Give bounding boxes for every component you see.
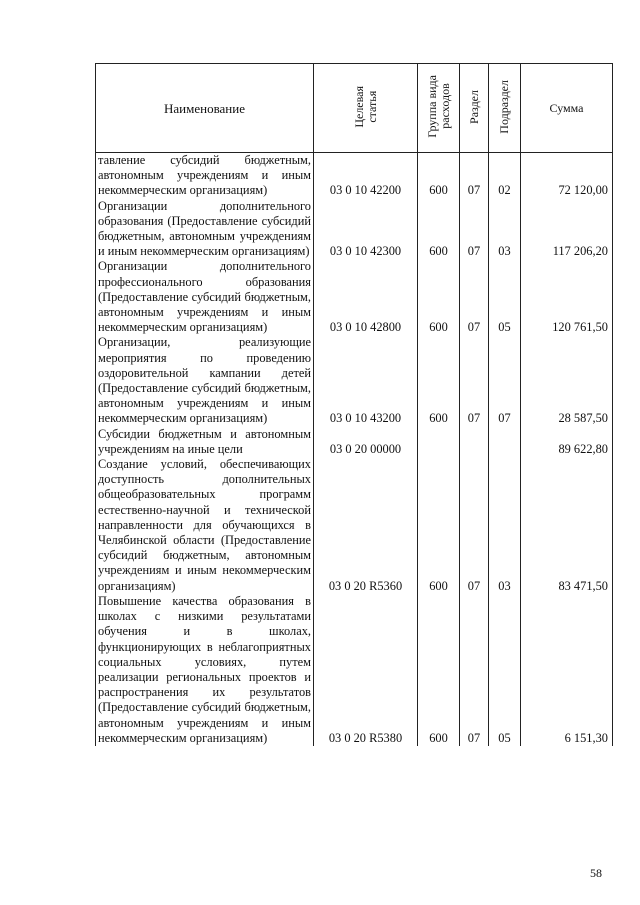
header-name xyxy=(96,64,314,153)
row-amount: 117 206,20 xyxy=(521,199,613,260)
header-section xyxy=(460,64,489,153)
header-expense-group xyxy=(418,64,460,153)
header-name-label: Наименование xyxy=(164,100,245,116)
row-name: Организации, реализующие мероприятия по проведению оздоровительной кампании детей (Предоставление субсидий бюджетным, автономным учреждениям и иным некоммерческим организациям) xyxy=(96,335,314,426)
row-expense-group: 600 xyxy=(418,199,460,260)
row-expense-group: 600 xyxy=(418,335,460,426)
row-target-article: 03 0 20 00000 xyxy=(314,427,418,457)
budget-table-container xyxy=(95,63,612,746)
row-section: 07 xyxy=(460,153,489,199)
row-amount: 72 120,00 xyxy=(521,153,613,199)
table-row xyxy=(96,335,613,426)
table-row xyxy=(96,427,613,457)
header-section-label: Раздел xyxy=(466,89,481,124)
row-section: 07 xyxy=(460,594,489,746)
row-name: Организации дополнительного образования (Предоставление субсидий бюджетным, автономным учреждениям и иным некоммерческим организациям) xyxy=(96,199,314,260)
row-target-article: 03 0 10 43200 xyxy=(314,335,418,426)
table-row xyxy=(96,153,613,199)
row-target-article: 03 0 10 42800 xyxy=(314,259,418,335)
header-amount-label: Сумма xyxy=(549,100,584,115)
row-subsection xyxy=(489,427,521,457)
row-subsection: 03 xyxy=(489,199,521,260)
table-row xyxy=(96,259,613,335)
row-subsection: 05 xyxy=(489,259,521,335)
table-body xyxy=(96,153,613,746)
row-expense-group: 600 xyxy=(418,259,460,335)
row-subsection: 02 xyxy=(489,153,521,199)
row-amount: 28 587,50 xyxy=(521,335,613,426)
table-row xyxy=(96,199,613,260)
row-subsection: 05 xyxy=(489,594,521,746)
budget-table xyxy=(95,63,613,746)
table-header-row xyxy=(96,64,613,153)
header-subsection xyxy=(489,64,521,153)
row-amount: 89 622,80 xyxy=(521,427,613,457)
header-target-article-label: Целевая статья xyxy=(351,85,379,128)
row-target-article: 03 0 10 42300 xyxy=(314,199,418,260)
header-expense-group-label: Группа вида расходов xyxy=(424,75,452,138)
row-section: 07 xyxy=(460,199,489,260)
row-name: Организации дополнительного профессионального образования (Предоставление субсидий бюджетным, автономным учреждениям и иным некоммерческим организациям) xyxy=(96,259,314,335)
row-subsection: 03 xyxy=(489,457,521,594)
row-section xyxy=(460,427,489,457)
row-expense-group: 600 xyxy=(418,153,460,199)
row-section: 07 xyxy=(460,457,489,594)
header-subsection-label: Подраздел xyxy=(497,79,511,134)
row-expense-group: 600 xyxy=(418,457,460,594)
row-section: 07 xyxy=(460,335,489,426)
row-expense-group: 600 xyxy=(418,594,460,746)
row-name: Субсидии бюджетным и автономным учреждениям на иные цели xyxy=(96,427,314,457)
row-name: Повышение качества образования в школах с низкими результатами обучения и в школах, функционирующих в неблагоприятных социальных условиях, путем реализации региональных проектов и распространения их результатов (Предоставление субсидий бюджетным, автономным учреждениям и иным некоммерческим организациям) xyxy=(96,594,314,746)
header-target-article xyxy=(314,64,418,153)
row-subsection: 07 xyxy=(489,335,521,426)
table-row xyxy=(96,457,613,594)
page-number: 58 xyxy=(590,866,602,880)
row-expense-group xyxy=(418,427,460,457)
row-name: Создание условий, обеспечивающих доступность дополнительных общеобразовательных программ естественно-научной и технической направленности для обучающихся в Челябинской области (Предоставление субсидий бюджетным, автономным учреждениям и иным некоммерческим организациям) xyxy=(96,457,314,594)
header-amount xyxy=(521,64,613,153)
row-amount: 83 471,50 xyxy=(521,457,613,594)
row-name: тавление субсидий бюджетным, автономным учреждениям и иным некоммерческим организациям) xyxy=(96,153,314,199)
row-amount: 120 761,50 xyxy=(521,259,613,335)
row-target-article: 03 0 20 R5380 xyxy=(314,594,418,746)
row-target-article: 03 0 10 42200 xyxy=(314,153,418,199)
row-amount: 6 151,30 xyxy=(521,594,613,746)
row-target-article: 03 0 20 R5360 xyxy=(314,457,418,594)
row-section: 07 xyxy=(460,259,489,335)
table-row xyxy=(96,594,613,746)
